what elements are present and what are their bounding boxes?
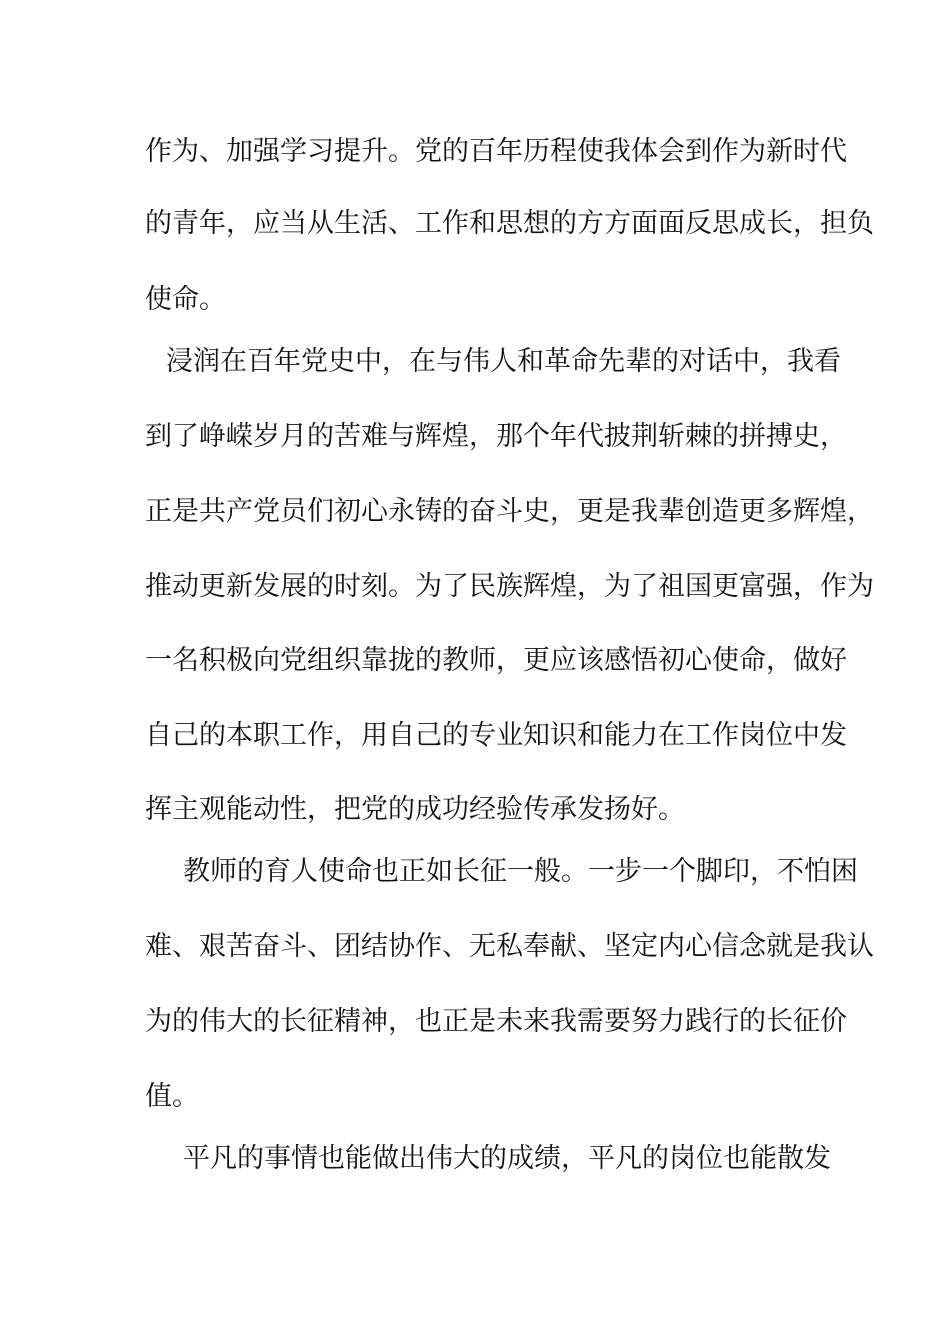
text-line: 一名积极向党组织靠拢的教师，更应该感悟初心使命，做好 [145,645,847,676]
paragraph-start-line: 平凡的事情也能做出伟大的成绩，平凡的岗位也能散发 [183,1143,831,1174]
text-line: 挥主观能动性，把党的成功经验传承发扬好。 [145,794,685,825]
text-line: 到了峥嵘岁月的苦难与辉煌，那个年代披荆斩棘的拼搏史， [145,421,847,452]
text-line: 值。 [145,1081,199,1112]
paragraph-start-line: 浸润在百年党史中，在与伟人和革命先辈的对话中，我看 [166,346,841,377]
text-line: 自己的本职工作，用自己的专业知识和能力在工作岗位中发 [145,720,847,751]
text-line: 难、艰苦奋斗、团结协作、无私奉献、坚定内心信念就是我认 [145,931,874,962]
text-line: 推动更新发展的时刻。为了民族辉煌，为了祖国更富强，作为 [145,571,874,602]
text-line: 使命。 [145,284,226,315]
text-line: 作为、加强学习提升。党的百年历程使我体会到作为新时代 [145,136,847,167]
text-line: 为的伟大的长征精神，也正是未来我需要努力践行的长征价 [145,1006,847,1037]
text-line: 正是共产党员们初心永铸的奋斗史，更是我辈创造更多辉煌， [145,496,874,527]
text-line: 的青年，应当从生活、工作和思想的方方面面反思成长，担负 [145,208,874,239]
paragraph-start-line: 教师的育人使命也正如长征一般。一步一个脚印，不怕困 [183,856,858,887]
